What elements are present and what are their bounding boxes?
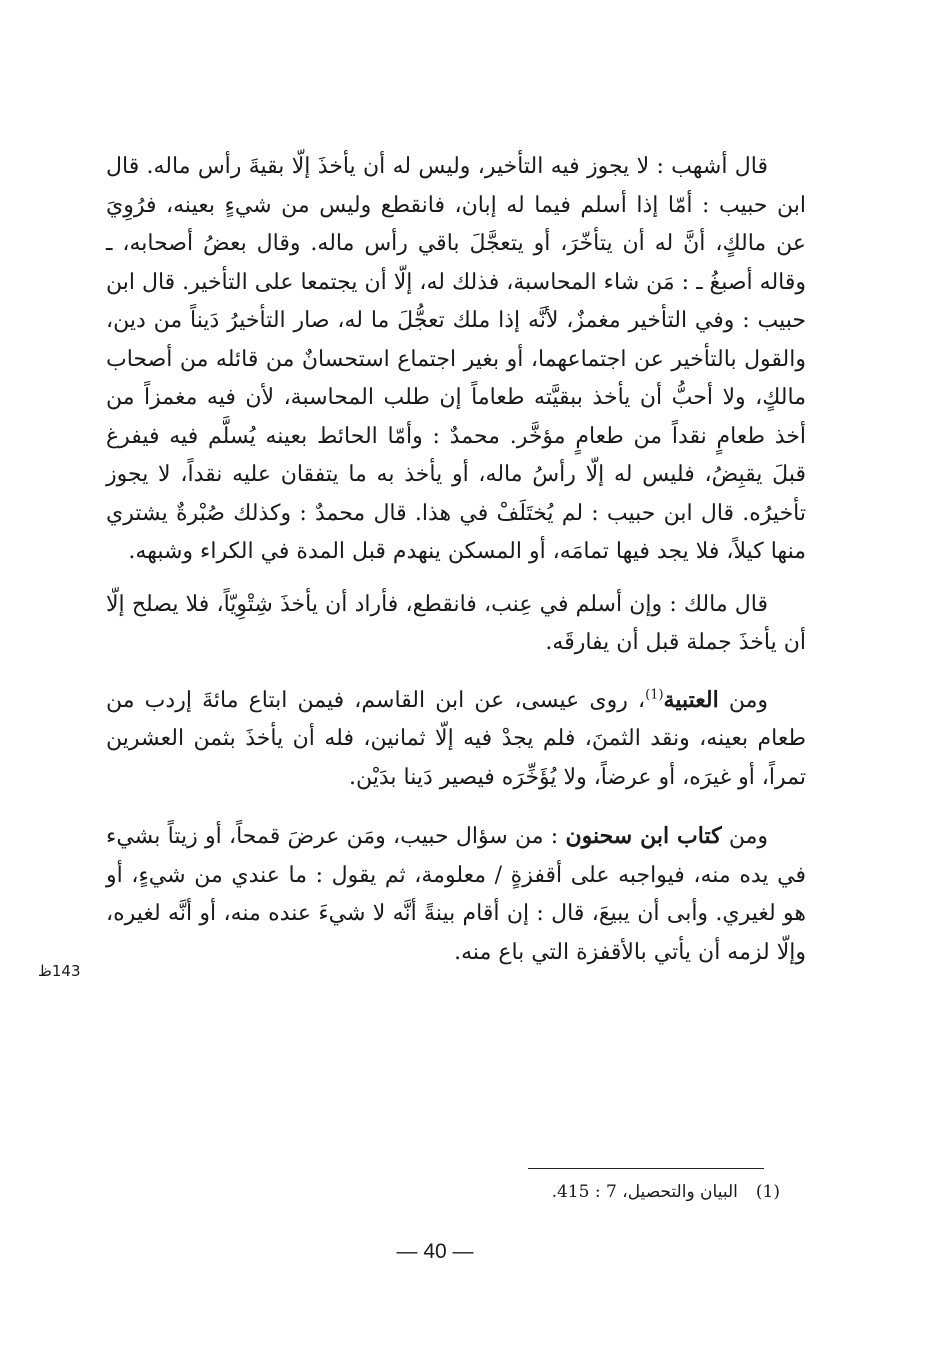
paragraph-3-rest: ، روى عيسى، عن ابن القاسم، فيمن ابتاع مائةَ إردب من طعام بعينه، ونقد الثمنَ، فلم يجدْ فيه إلّا ثمانين، فله أن يأخذَ بثمن العشرين تمراً، أو غيرَه، أو عرضاً، ولا يُؤَخِّرَه فيصير دَينا بدَيْن. — [106, 687, 806, 790]
paragraph-4 — [106, 817, 806, 972]
paragraph-2: قال مالك : وإن أسلم في عِنب، فانقطع، فأراد أن يأخذَ شِتْوِيّاً، فلا يصلح إلّا أن يأخذَ جملة قبل أن يفارقَه. — [106, 591, 806, 655]
paragraph-3-source-title: العتبية — [663, 686, 719, 713]
paragraph-4-lead: ومن — [721, 824, 768, 849]
footnote-reference: (1) — [645, 687, 664, 703]
paragraph-3 — [106, 681, 806, 798]
paragraph-3-lead: ومن — [718, 687, 768, 713]
footnote-text: البيان والتحصيل، 7 : 415. — [551, 1182, 738, 1202]
footnote-separator — [528, 1168, 764, 1169]
main-text — [106, 148, 806, 988]
paragraph-4-rest: : من سؤال حبيب، ومَن عرضَ قمحاً، أو زيتاً بشيء في يده منه، فيواجبه على أقفزةٍ / معلومة، ثم يقول : ما عندي من شيءٍ، أو هو لغيري. وأبى أن يبيعَ، قال : إن أقام بينةً أنَّه لا شيءَ عنده منه، أو أنَّه لغيره، وإلّا لزمه أن يأتي بالأقفزة التي باع منه. — [106, 824, 807, 965]
footnote-number: (1) — [755, 1182, 780, 1202]
paragraph-1: قال أشهب : لا يجوز فيه التأخير، وليس له أن يأخذَ إلّا بقيةَ رأس ماله. قال ابن حبيب : أمّا إذا أسلم فيما له إبان، فانقطع وليس من شيءٍ بعينه، فرُوِيَ عن مالكٍ، أنَّ له أن يتأخّرَ، أو يتعجَّلَ باقي رأس ماله. وقال بعضُ أصحابه، ـ وقاله أصبغُ ـ : مَن شاء المحاسبة، فذلك له، إلّا أن يجتمعا على التأخير. قال ابن حبيب : وفي التأخير مغمزٌ، لأنَّه إذا ملك تعجُّلَ ما له، صار التأخيرُ دَيناً من دين، والقول بالتأخير عن اجتماعهما، أو بغير اجتماع استحسانٌ من قائله من أصحاب مالكٍ، ولا أحبُّ أن يأخذ ببقيَّته طعاماً إن طلب المحاسبة، لأن فيه مغمزاً من أخذ طعامٍ نقداً من طعامٍ مؤخَّر. محمدٌ : وأمّا الحائط بعينه يُسلَّم فيه فيفرغ قبلَ يقبِضُ، فليس له إلّا رأسُ ماله، أو يأخذ به ما يتفقان عليه نقداً، لا يجوز تأخيرُه. قال ابن حبيب : لم يُختَلَفْ في هذا. قال محمدٌ : وكذلك صُبْرةٌ يشتري منها كيلاً، فلا يجد فيها تمامَه، أو المسكن ينهدم قبل المدة في الكراء وشبهه. — [106, 154, 806, 564]
page-number: — 40 — — [396, 1240, 474, 1263]
manuscript-folio-note: 143ظ — [38, 962, 81, 980]
footnote — [420, 1182, 780, 1202]
paragraph-4-source-title: كتاب ابن سحنون — [565, 823, 722, 849]
